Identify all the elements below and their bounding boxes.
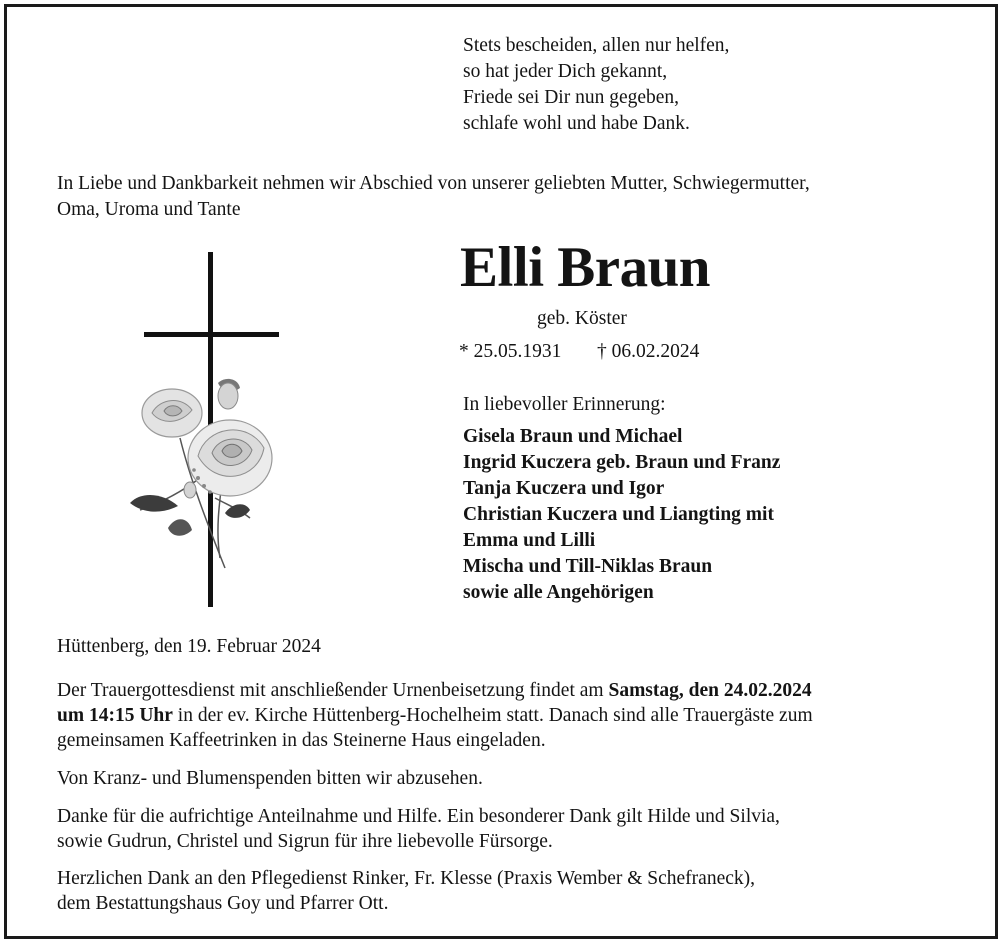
thanks-line: Danke für die aufrichtige Anteilnahme und Hilfe. Ein besonderer Dank gilt Hilde und Silvia, (57, 806, 780, 827)
poem-line: so hat jeder Dich gekannt, (463, 61, 668, 82)
mourner-line: Gisela Braun und Michael (463, 426, 683, 447)
small-rose (142, 389, 202, 437)
place-date: Hüttenberg, den 19. Februar 2024 (57, 636, 321, 657)
birth-date: * 25.05.1931 (459, 341, 562, 362)
mourner-line: Emma und Lilli (463, 530, 596, 551)
thanks-care-line: Herzlichen Dank an den Pflegedienst Rinker, Fr. Klesse (Praxis Wember & Schefraneck), (57, 868, 755, 889)
mourners-list (463, 424, 780, 606)
service-time: um 14:15 Uhr (57, 705, 173, 726)
mourner-line: Mischa und Till-Niklas Braun (463, 556, 713, 577)
intro-text (57, 171, 810, 223)
maiden-name: geb. Köster (537, 308, 627, 329)
flowers-note: Von Kranz- und Blumenspenden bitten wir abzusehen. (57, 768, 483, 789)
poem-line: schlafe wohl und habe Dank. (463, 113, 690, 134)
poem (463, 33, 729, 137)
thanks-line: sowie Gudrun, Christel und Sigrun für ihre liebevolle Fürsorge. (57, 831, 553, 852)
service-text: in der ev. Kirche Hüttenberg-Hochelheim statt. Danach sind alle Trauergäste zum (172, 705, 813, 726)
deceased-name: Elli Braun (460, 236, 710, 299)
service-line-1 (57, 678, 957, 703)
cross-horizontal-beam (144, 332, 279, 337)
mourner-line: sowie alle Angehörigen (463, 582, 654, 603)
thanks-paragraph (57, 804, 957, 854)
thanks-care-paragraph (57, 866, 957, 916)
memory-heading: In liebevoller Erinnerung: (463, 394, 666, 415)
thanks-care-line: dem Bestattungshaus Goy und Pfarrer Ott. (57, 893, 389, 914)
service-date: Samstag, den 24.02.2024 (608, 680, 812, 701)
service-line-2 (57, 703, 957, 728)
poem-line: Stets bescheiden, allen nur helfen, (463, 35, 730, 56)
intro-line: Oma, Uroma und Tante (57, 199, 241, 220)
service-line-3: gemeinsamen Kaffeetrinken in das Steinerne Haus eingeladen. (57, 730, 546, 751)
poem-line: Friede sei Dir nun gegeben, (463, 87, 680, 108)
mourner-line: Tanja Kuczera und Igor (463, 478, 665, 499)
service-paragraph (57, 678, 957, 753)
service-text: Der Trauergottesdienst mit anschließender Urnenbeisetzung findet am (57, 680, 609, 701)
mourner-line: Ingrid Kuczera geb. Braun und Franz (463, 452, 781, 473)
cross-with-roses-image (120, 248, 300, 613)
death-date: † 06.02.2024 (597, 341, 700, 362)
intro-line: In Liebe und Dankbarkeit nehmen wir Abschied von unserer geliebten Mutter, Schwiegermutter, (57, 173, 810, 194)
mourner-line: Christian Kuczera und Liangting mit (463, 504, 774, 525)
large-rose (188, 420, 272, 496)
